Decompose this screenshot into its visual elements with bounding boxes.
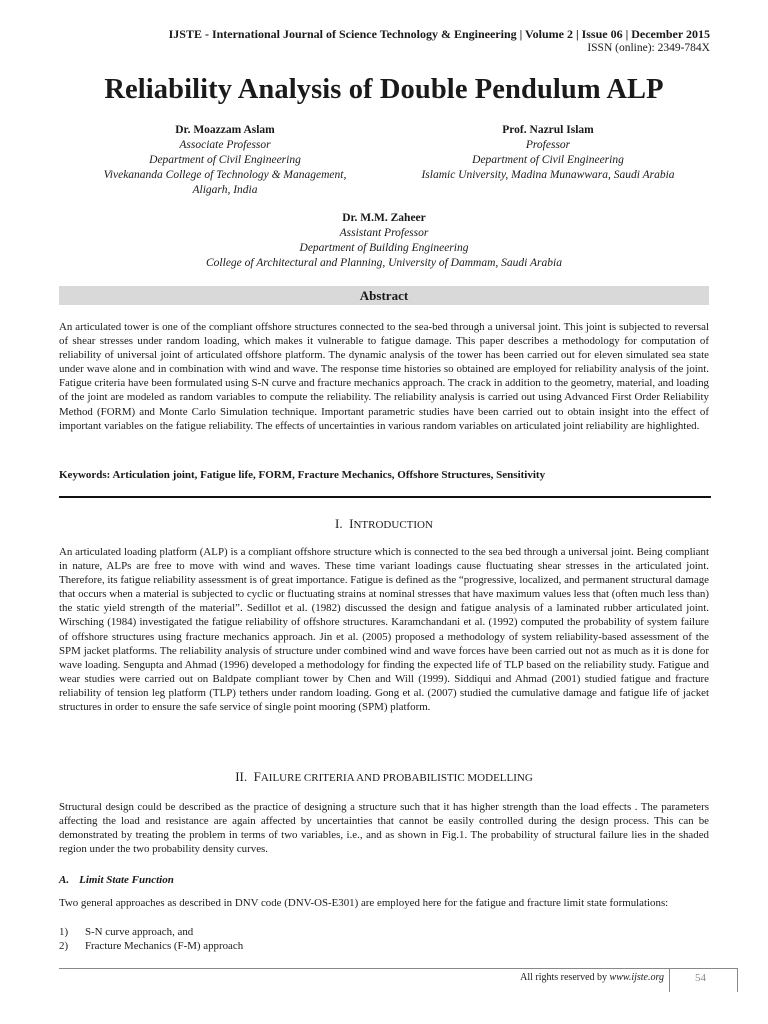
section-number: I. xyxy=(335,516,343,531)
section-heading-failure-criteria xyxy=(0,769,768,785)
list-item xyxy=(59,939,243,953)
abstract-text: An articulated tower is one of the compliant offshore structures connected to the sea-bed through a universal joint. This joint is subjected to reversal of shear stresses under random loading, which makes it vulnerable to fatigue damage. This paper describes a methodology for computation of reliability of universal joint of articulated offshore platform. The dynamic analysis of the tower has been carried out for eleven simulated sea state under wave alone and in combination with wind and wave. The response time histories so obtained are employed for reliability analysis of the joint. Fatigue criteria have been formulated using S-N curve and fracture mechanics approach. The crack in addition to the geometry, material, and loading of the joint are modeled as random variables to compute the reliability. The reliability analysis is carried out using Advanced First Order Reliability Method (FORM) and Monte Carlo Simulation technique. Important parametric studies have been carried out to obtain insight into the effect of important variables on the fatigue reliability. The effects of uncertainties in various random variables on articulated joint reliability are highlighted. xyxy=(59,321,709,432)
author-department: Department of Civil Engineering xyxy=(149,154,301,166)
author-department: Department of Building Engineering xyxy=(299,242,469,254)
section-divider xyxy=(59,496,711,498)
author-position: Associate Professor xyxy=(179,139,271,151)
section-number: II. xyxy=(235,769,248,784)
list-item-number: 1) xyxy=(59,926,69,938)
section-title-initial: F xyxy=(253,769,261,784)
section-title-initial: I xyxy=(349,516,354,531)
author-name: Dr. Moazzam Aslam xyxy=(175,124,275,136)
list-item-text: Fracture Mechanics (F-M) approach xyxy=(85,940,244,953)
author-position: Professor xyxy=(525,139,571,151)
introduction-paragraph: An articulated loading platform (ALP) is a compliant offshore structure which is connected to the sea bed through a universal joint. Being compliant in nature, ALPs are free to move with wind and waves. These time variant loadings cause fluctuating shear stresses in the articulated joint. Therefore, its fatigue reliability assessment is of great importance. Fatigue is defined as the “progressive, localized, and permanent structural damage that occurs when a material is subjected to cyclic or fluctuating strains at nominal stresses that have maximum values less that (often much less than) the static yield strength of the material”. Sedillot et al. (1982) discussed the design and fatigue analysis of a laminated rubber articulated joint. Wirsching (1984) investigated the fatigue reliability of offshore structures. Karamchandani et al. (1992) computed the probability of system failure of offshore structures using fracture mechanics approach. Jin et al. (2005) proposed a methodology of system reliability-based assessment of the SPM jacket platforms. The reliability analysis of structure under combined wind and wave forces have been carried out not as much as it is done for wave loading. Sengupta and Ahmad (1996) developed a methodology for finding the expected life of TLP based on the reliability study. Fatigue and wear studies were carried out on Baldpate compliant tower by Chen and Will (1999). Siddiqui and Ahmad (2001) studied fatigue and fracture reliability of tension leg platform (TLP) tethers under random loading. Gong et al. (2007) studied the cumulative damage and fatigue life of jacket structures in order to ensure the safe service of single point mooring (SPM) platform. xyxy=(59,546,709,714)
subsection-number: A. xyxy=(59,874,70,886)
author-location: Aligarh, India xyxy=(192,184,258,196)
page-box-left xyxy=(669,968,670,992)
failure-criteria-paragraph: Structural design could be described as the practice of designing a structure such that it has higher strength than the load effects . The parameters affecting the load and resistance are again affected by uncertainties that cannot be easily controlled during the design process. This can be demonstrated by treating the problem in terms of two variables, i.e., and as shown in Fig.1. The probability of structural failure lies in the shaded region under the two probability density curves. xyxy=(59,801,709,856)
subsection-title: Limit State Function xyxy=(79,874,174,886)
keywords: Keywords: Articulation joint, Fatigue life, FORM, Fracture Mechanics, Offshore Structures, Sensitivity xyxy=(59,469,546,481)
limit-state-paragraph: Two general approaches as described in DNV code (DNV-OS-E301) are employed here for the fatigue and fracture limit state formulations: xyxy=(59,897,669,909)
section-heading-introduction xyxy=(0,516,768,532)
page-box-right xyxy=(737,968,738,992)
author-position: Assistant Professor xyxy=(339,227,429,239)
section-title-rest: NTRODUCTION xyxy=(353,519,433,531)
journal-header: IJSTE - International Journal of Science Technology & Engineering | Volume 2 | Issue 06 | December 2015 xyxy=(168,27,710,41)
footer-link[interactable]: www.ijste.org xyxy=(609,972,664,983)
approach-list xyxy=(59,925,243,953)
author-department: Department of Civil Engineering xyxy=(472,154,624,166)
subsection-heading-limit-state xyxy=(59,874,174,886)
page-number: 54 xyxy=(695,972,706,984)
author-institution: Islamic University, Madina Munawwara, Saudi Arabia xyxy=(421,169,675,181)
paper-title: Reliability Analysis of Double Pendulum ALP xyxy=(104,74,664,105)
page-box-top xyxy=(669,968,738,969)
abstract-heading: Abstract xyxy=(59,286,709,305)
author-block-1 xyxy=(80,123,370,198)
footer-rights xyxy=(520,972,664,983)
list-item-text: S-N curve approach, and xyxy=(85,926,194,938)
author-institution: College of Architectural and Planning, University of Dammam, Saudi Arabia xyxy=(206,257,562,269)
author-block-3 xyxy=(150,211,618,271)
author-name: Dr. M.M. Zaheer xyxy=(342,212,426,224)
list-item xyxy=(59,925,243,939)
author-institution: Vivekananda College of Technology & Management, xyxy=(103,169,347,181)
section-title-rest: AILURE CRITERIA AND PROBABILISTIC MODELLING xyxy=(260,772,533,784)
list-item-number: 2) xyxy=(59,940,69,953)
issn-line: ISSN (online): 2349-784X xyxy=(587,42,710,54)
author-name: Prof. Nazrul Islam xyxy=(502,124,594,136)
author-block-2 xyxy=(398,123,698,183)
footer-rule xyxy=(59,968,669,969)
rights-text: All rights reserved by xyxy=(520,972,608,983)
